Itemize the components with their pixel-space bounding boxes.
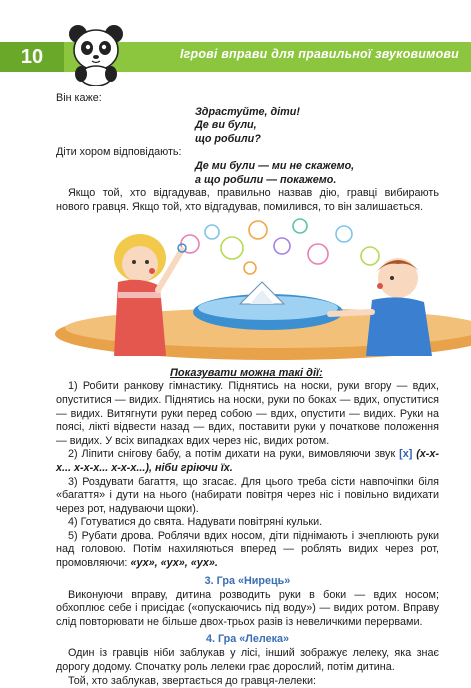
panda-icon bbox=[64, 20, 128, 86]
rule-paragraph: Якщо той, хто відгадував, правильно назвав дію, гравці вибирають нового гравця. Якщо той, хто відгадував, помилився, то він залишається. bbox=[56, 187, 439, 213]
he-says: Він каже: bbox=[56, 92, 102, 104]
page-content bbox=[0, 92, 471, 688]
action-item-1: 1) Робити ранкову гімнастику. Піднятись на носки, руки вгору — вдих, опуститися — видих. Піднятись на носки, руки по боках — вдих, опуститися — видих. Витягнути руки перед собою — вдих, опустити — видих. Руки на поясі, лікті відвести назад — вдих, поставити руки у початкове положення — видих. У всіх випадках вдих через ніс, видих ротом. bbox=[56, 380, 439, 447]
actions-heading: Показувати можна такі дії: bbox=[170, 367, 323, 380]
action-item-4: 4) Готуватися до свята. Надувати повітряні кульки. bbox=[68, 516, 323, 529]
action-item-2-text: 2) Ліпити снігову бабу, а потім дихати на руки, вимовляючи звук bbox=[68, 448, 396, 461]
verse-line: Де ми були — ми не скажемо, bbox=[195, 159, 355, 172]
game4-text-1: Один із гравців ніби заблукав у лісі, інший зображує лелеку, яка знає дорогу додому. Спочатку роль лелеки грає дорослий, потім дитина. bbox=[56, 647, 439, 674]
bubbles-picture bbox=[0, 216, 471, 364]
children-answer: Діти хором відповідають: bbox=[56, 146, 182, 159]
page-header bbox=[0, 0, 471, 88]
action-item-5-sound: «ух», «ух», «ух». bbox=[130, 557, 218, 570]
action-item-2-sound: (х-х-х... х-х-х... х-х-х...), ніби гріючи їх. bbox=[56, 448, 439, 474]
action-item-5 bbox=[0, 530, 471, 571]
verse-line: а що робили — покажемо. bbox=[195, 173, 337, 186]
action-item-3: 3) Роздувати багаття, що згасає. Для цього треба сісти навпочіпки біля «багаття» і дути на нього (набирати повітря через ніс і повільно видихати через рот, надуваючи щоки). bbox=[56, 475, 439, 515]
verse-line: Де ви були, bbox=[195, 119, 257, 132]
section-title: Ігрові вправи для правильної звуковимови bbox=[179, 47, 459, 61]
verse-line: Здрастуйте, діти! bbox=[195, 105, 300, 118]
game3-text: Виконуючи вправу, дитина розводить руки в боки — вдих носом; обхоплює себе і присідає («опускаючись під воду») — видих ротом. Вправу слід повторювати не більше двох-трьох разів із невеличкими перервами. bbox=[56, 588, 439, 628]
game4-text-2: Той, хто заблукав, звертається до гравця-лелеки: bbox=[68, 674, 317, 687]
action-item-5-text: 5) Рубати дрова. Роблячи вдих носом, діти піднімають і зчеплюють руки над головою. Потім нахиляються вперед — роблять видих через рот, промовляючи: bbox=[56, 529, 439, 570]
verse-line: що робили? bbox=[195, 132, 261, 145]
page-number: 10 bbox=[0, 42, 64, 72]
action-item-2 bbox=[0, 448, 471, 475]
game3-title: 3. Гра «Нирець» bbox=[204, 574, 291, 587]
game4-title: 4. Гра «Лелека» bbox=[205, 633, 290, 646]
children-blowing-bubbles-illustration bbox=[0, 216, 471, 364]
sound-symbol: [х] bbox=[399, 448, 413, 461]
